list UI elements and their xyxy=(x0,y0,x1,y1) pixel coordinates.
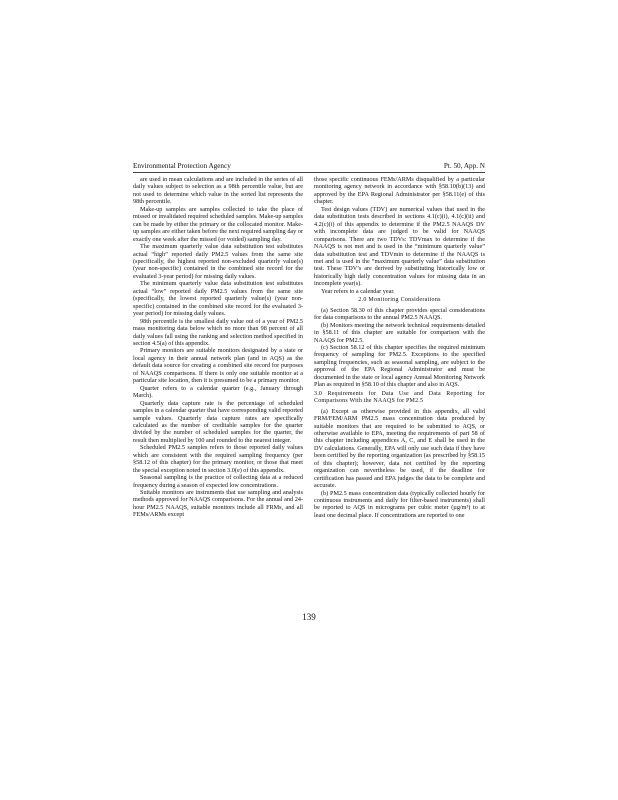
paragraph: Scheduled PM2.5 samples refers to those reported daily values which are consistent with the required sampling frequency (per §58.12 of this chapter) for the primary monitor, or those that meet the special exception noted in section 3.0(e) of this appendix. xyxy=(133,444,303,474)
paragraph: (a) Section 58.30 of this chapter provides special considerations for data comparisons to the annual PM2.5 NAAQS. xyxy=(314,306,485,322)
paragraph: 98th percentile is the smallest daily value out of a year of PM2.5 mass monitoring data below which no more than 98 percent of all daily values fall using the ranking and selection method specified in section 4.5(a) of this appendix. xyxy=(133,317,303,347)
paragraph: The minimum quarterly value data substitution test substitutes actual “low” reported daily PM2.5 values from the same site (specifically, the lowest reported quarterly value(s) (year non-specific) contained in the combined site record for the evaluated 3-year period) for missing daily values. xyxy=(133,280,303,318)
paragraph: Seasonal sampling is the practice of collecting data at a reduced frequency during a season of expected low concentrations. xyxy=(133,474,303,489)
header-part: Pt. 50, App. N xyxy=(443,162,485,170)
paragraph: Primary monitors are suitable monitors designated by a state or local agency in their annual network plan (and in AQS) as the default data source for creating a combined site record for purposes of NAAQS comparisons. If there is only one suitable monitor at a particular site location, then it is presumed to be a primary monitor. xyxy=(133,347,303,385)
page-number: 139 xyxy=(302,612,316,622)
paragraph: Suitable monitors are instruments that use sampling and analysis methods approved for NAAQS comparisons. For the annual and 24-hour PM2.5 NAAQS, suitable monitors include all FRMs, and all FEMs/ARMs except xyxy=(133,489,303,519)
paragraph: The maximum quarterly value data substitution test substitutes actual “high” reported daily PM2.5 values from the same site (specifically, the highest reported non-excluded quarterly value(s) (year non-specific) contained in the combined site record for the evaluated 3-year period) for missing daily values. xyxy=(133,243,303,280)
paragraph: (b) PM2.5 mass concentration data (typically collected hourly for continuous instruments and daily for filter-based instruments) shall be reported to AQS in micrograms per cubic meter (µg/m³) to at least one decimal place. If concentrations are reported to one xyxy=(314,489,485,519)
right-column xyxy=(314,176,485,608)
header-agency: Environmental Protection Agency xyxy=(133,162,231,170)
paragraph: (c) Section 58.12 of this chapter specifies the required minimum frequency of sampling for PM2.5. Exceptions to the specified sampling frequencies, such as seasonal sampling, are subject to the approval of the EPA Regional Administrator and must be documented in the state or local agency Annual Monitoring Network Plan as required in §58.10 of this chapter and also in AQS. xyxy=(314,343,485,389)
paragraph: are used in mean calculations and are included in the series of all daily values subject to selection as a 98th percentile value, but are not used to determine which value in the sorted list represents the 98th percentile. xyxy=(133,176,303,206)
section-heading: 2.0 Monitoring Considerations xyxy=(358,297,441,304)
paragraph: Test design values (TDV) are numerical values that used in the data substitution tests described in sections 4.1(c)(i), 4.1(c)(ii) and 4.2(c)(i) of this appendix to determine if the PM2.5 NAAQS DV with incomplete data are judged to be valid for NAAQS comparisons. There are two TDVs: TDVmax to determine if the NAAQS is not met and is used in the “minimum quarterly value” data substitution test and TDVmin to determine if the NAAQS is met and is used in the “maximum quarterly value” data substitution test. These TDV’s are derived by substituting historically low or historically high daily concentration values for missing data in an incomplete year(s). xyxy=(314,205,485,288)
paragraph: Year refers to a calendar year. xyxy=(321,287,395,295)
paragraph: Quarterly data capture rate is the percentage of scheduled samples in a calendar quarter that have corresponding valid reported sample values. Quarterly data capture rates are specifically calculated as the number of creditable samples for the quarter divided by the number of scheduled samples for the quarter, the result then multiplied by 100 and rounded to the nearest integer. xyxy=(133,399,303,444)
paragraph: those specific continuous FEMs/ARMs disqualified by a particular monitoring agency network in accordance with §58.10(b)(13) and approved by the EPA Regional Administrator per §58.11(e) of this chapter. xyxy=(314,176,485,206)
paragraph: Make-up samples are samples collected to take the place of missed or invalidated required scheduled samples. Make-up samples can be made by either the primary or the collocated monitor. Make-up samples are either taken before the next required sampling day or exactly one week after the missed (or voided) sampling day. xyxy=(133,205,303,243)
paragraph: (a) Except as otherwise provided in this appendix, all valid FRM/FEM/ARM PM2.5 mass concentration data produced by suitable monitors that are required to be submitted to AQS, or otherwise available to EPA, meeting the requirements of part 58 of this chapter including appendices A, C, and E shall be used in the DV calculations. Generally, EPA will only use such data if they have been certified by the reporting organization (as prescribed by §58.15 of this chapter); however, data not certified by the reporting organization can nevertheless be used, if the deadline for certification has passed and EPA judges the data to be complete and accurate. xyxy=(314,407,485,490)
paragraph: (b) Monitors meeting the network technical requirements detailed in §58.11 of this chapter are suitable for comparison with the NAAQS for PM2.5. xyxy=(314,321,485,344)
left-column xyxy=(133,176,303,608)
paragraph: Quarter refers to a calendar quarter (e.g., January through March). xyxy=(133,384,303,400)
section-heading: 3.0 Requirements for Data Use and Data Reporting for Comparisons With the NAAQS for PM2.5 xyxy=(314,390,485,405)
running-header xyxy=(133,160,485,173)
